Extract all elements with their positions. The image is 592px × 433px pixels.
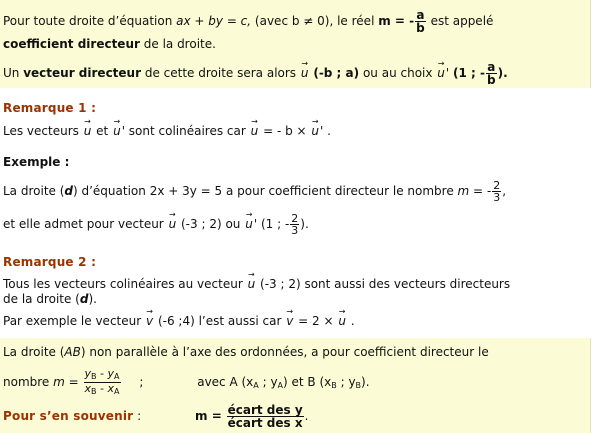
line-name-d: d: [64, 184, 73, 198]
line-name-ab: AB: [64, 345, 81, 359]
term-coefficient-directeur: coefficient directeur: [3, 37, 140, 51]
vector-coordinates: (1 ; -: [453, 66, 486, 80]
m-formula: m = -: [378, 14, 415, 28]
text: Les vecteurs: [3, 124, 79, 138]
summary-line-1: [3, 345, 489, 359]
text: avec A (x: [197, 375, 254, 389]
text: ) non parallèle à l’axe des ordonnées, a pour coefficient directeur le: [80, 345, 489, 359]
remember-label: Pour s’en souvenir: [3, 409, 134, 423]
two-thirds-fraction: [290, 213, 299, 236]
text: La droite (: [3, 184, 65, 198]
text: ;: [139, 375, 144, 389]
text: .: [350, 314, 355, 328]
fraction-numerator: a: [487, 60, 496, 74]
text: ' .: [320, 124, 331, 138]
text: = 2 ×: [298, 314, 334, 328]
text: ,: [502, 184, 507, 198]
m-formula: m =: [53, 375, 79, 389]
vector-u-symbol: → u: [169, 214, 177, 231]
definition-box: [0, 0, 591, 88]
symbol: x: [84, 382, 92, 395]
remark-2-line-1: [3, 274, 510, 291]
m-formula: m = -: [457, 184, 492, 198]
text: nombre: [3, 375, 50, 389]
text: ; y: [336, 375, 356, 389]
text: de la droite.: [143, 37, 216, 51]
m-formula: m =: [195, 409, 222, 423]
definition-line-2: [3, 37, 216, 51]
vector-u-symbol: → u: [248, 274, 256, 291]
text: = - b ×: [263, 124, 307, 138]
text: ).: [88, 292, 97, 306]
fraction-denominator: [84, 383, 121, 397]
text: ' sont colinéaires car: [121, 124, 246, 138]
vector-u-symbol: → u: [84, 121, 92, 138]
fraction-denominator: 3: [291, 224, 299, 237]
text: et elle admet pour vecteur: [3, 217, 164, 231]
text: ; y: [258, 375, 278, 389]
summary-line-3: [3, 404, 308, 429]
vector-v-symbol: → v: [286, 311, 293, 328]
subscript: B: [91, 387, 97, 396]
vector-u-prime-symbol: → u: [113, 121, 121, 138]
text: ).: [361, 375, 370, 389]
remark-2-heading: Remarque 2 :: [3, 255, 97, 269]
subscript: A: [277, 381, 284, 390]
text: ' (1 ; -: [253, 217, 290, 231]
text: ).: [300, 217, 309, 231]
text: Tous les vecteurs colinéaires au vecteur: [3, 277, 243, 291]
fraction-numerator: 2: [493, 179, 501, 192]
a-over-b-fraction: [415, 9, 426, 34]
condition-text: (avec b ≠ 0), le réel: [254, 14, 375, 28]
text: ou au choix: [362, 66, 433, 80]
fraction-denominator: b: [487, 73, 496, 87]
vector-u-symbol: → u: [251, 121, 259, 138]
text: est appelé: [430, 14, 494, 28]
equation: ax + by = c,: [176, 14, 252, 28]
fraction-denominator: 3: [493, 191, 501, 204]
fraction-numerator: 2: [291, 212, 299, 225]
vector-u-prime-symbol: → u: [245, 214, 253, 231]
vector-u-symbol: → u: [338, 311, 346, 328]
example-line-1: [3, 180, 506, 203]
symbol: y: [84, 367, 92, 380]
summary-box: [0, 338, 591, 433]
slope-fraction: [84, 368, 121, 397]
subscript: A: [114, 372, 120, 381]
text: .: [304, 409, 309, 423]
a-over-b-fraction: [486, 61, 497, 86]
text: Par exemple le vecteur: [3, 314, 142, 328]
vector-u-prime-symbol: → u: [311, 121, 319, 138]
text: ).: [497, 66, 508, 80]
fraction-denominator: b: [416, 21, 425, 35]
two-thirds-fraction: [492, 180, 501, 203]
vector-v-symbol: → v: [146, 311, 153, 328]
remark-2-line-3: [3, 311, 355, 328]
fraction-denominator: écart des x: [227, 416, 303, 430]
points-definition: [197, 375, 369, 389]
subscript: B: [355, 381, 362, 390]
text: :: [137, 409, 142, 423]
subscript: A: [114, 387, 120, 396]
subscript: B: [91, 372, 97, 381]
text: (-3 ; 2) sont aussi des vecteurs directeurs: [260, 277, 511, 291]
term-vecteur-directeur: vecteur directeur: [23, 66, 142, 80]
prime-mark: ': [445, 66, 450, 80]
text: Un: [3, 66, 20, 80]
example-line-2: [3, 213, 309, 236]
text: La droite (: [3, 345, 65, 359]
text: et: [96, 124, 109, 138]
remark-2-line-2: [3, 292, 97, 306]
definition-line-1: [3, 9, 493, 34]
symbol: - x: [96, 382, 115, 395]
summary-line-2: [3, 368, 370, 397]
symbol: - y: [96, 367, 115, 380]
text: ) et B (x: [283, 375, 332, 389]
vector-coordinates: (-b ; a): [313, 66, 360, 80]
definition-line-3: [3, 61, 508, 86]
vector-u-symbol: → u: [301, 63, 309, 80]
subscript: B: [331, 381, 337, 390]
fraction-numerator: écart des y: [227, 403, 303, 417]
vector-u-prime-symbol: → u: [437, 63, 445, 80]
remark-1-heading: Remarque 1 :: [3, 101, 97, 115]
text: Pour toute droite d’équation: [3, 14, 173, 28]
text: de la droite (: [3, 292, 80, 306]
example-heading: Exemple :: [3, 155, 70, 169]
text: ) d’équation 2x + 3y = 5 a pour coefficient directeur le nombre: [73, 184, 454, 198]
fraction-numerator: [84, 368, 121, 383]
text: (-6 ;4) l’est aussi car: [157, 314, 282, 328]
remark-1-text: [3, 121, 331, 138]
line-name-d: d: [79, 292, 89, 306]
text: (-3 ; 2) ou: [181, 217, 241, 231]
subscript: A: [253, 381, 259, 390]
text: de cette droite sera alors: [144, 66, 297, 80]
ecart-fraction: [227, 404, 304, 429]
fraction-numerator: a: [416, 8, 425, 22]
